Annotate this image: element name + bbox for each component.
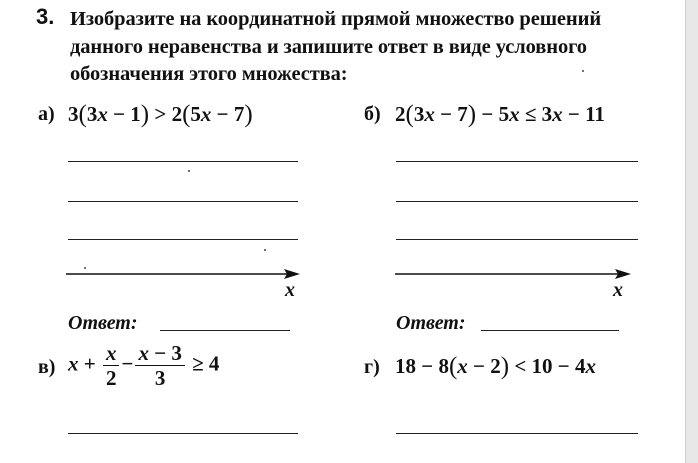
axis-label-x-a: x xyxy=(285,279,295,301)
item-g-label: г) xyxy=(364,356,380,378)
blank-line[interactable] xyxy=(396,239,638,240)
item-a-expression: 3(3x − 1) > 2(5x − 7) xyxy=(68,101,253,128)
speck xyxy=(264,249,266,251)
item-b-expression: 2(3x − 7) − 5x ≤ 3x − 11 xyxy=(395,101,605,128)
item-v-expression: x + $\frac{x}{2}$ − $\frac{x - 3}{3}$ ≥ 4 xyxy=(68,341,220,390)
fraction-1: $\frac{x}{2}$ xyxy=(103,341,120,390)
blank-line[interactable] xyxy=(396,161,638,162)
blank-line[interactable] xyxy=(68,433,298,434)
speck xyxy=(188,170,190,172)
blank-line[interactable] xyxy=(68,161,298,162)
item-a-label: а) xyxy=(38,103,55,125)
item-v-label: в) xyxy=(38,356,56,378)
blank-line[interactable] xyxy=(68,239,298,240)
axis-label-x-b: x xyxy=(613,279,623,301)
answer-label-b: Ответ: xyxy=(396,312,466,334)
answer-label-a: Ответ: xyxy=(68,312,138,334)
scrollbar-strip xyxy=(685,0,698,463)
task-number: 3. xyxy=(36,4,55,29)
number-line-a[interactable] xyxy=(66,266,302,282)
task-text-line-1: Изобразите на координатной прямой множество решений xyxy=(70,8,602,30)
task-text-line-2: данного неравенства и запишите ответ в виде условного xyxy=(70,36,587,58)
item-b-label: б) xyxy=(364,103,381,125)
task-text-line-3: обозначения этого множества: xyxy=(70,63,348,85)
answer-line-a[interactable] xyxy=(160,330,290,331)
blank-line[interactable] xyxy=(68,201,298,202)
speck xyxy=(582,70,584,72)
answer-line-b[interactable] xyxy=(481,330,619,331)
number-line-b[interactable] xyxy=(395,266,633,282)
item-g-expression: 18 − 8(x − 2) < 10 − 4x xyxy=(395,353,597,380)
fraction-2: $\frac{x - 3}{3}$ xyxy=(135,341,184,390)
blank-line[interactable] xyxy=(396,201,638,202)
blank-line[interactable] xyxy=(396,433,638,434)
